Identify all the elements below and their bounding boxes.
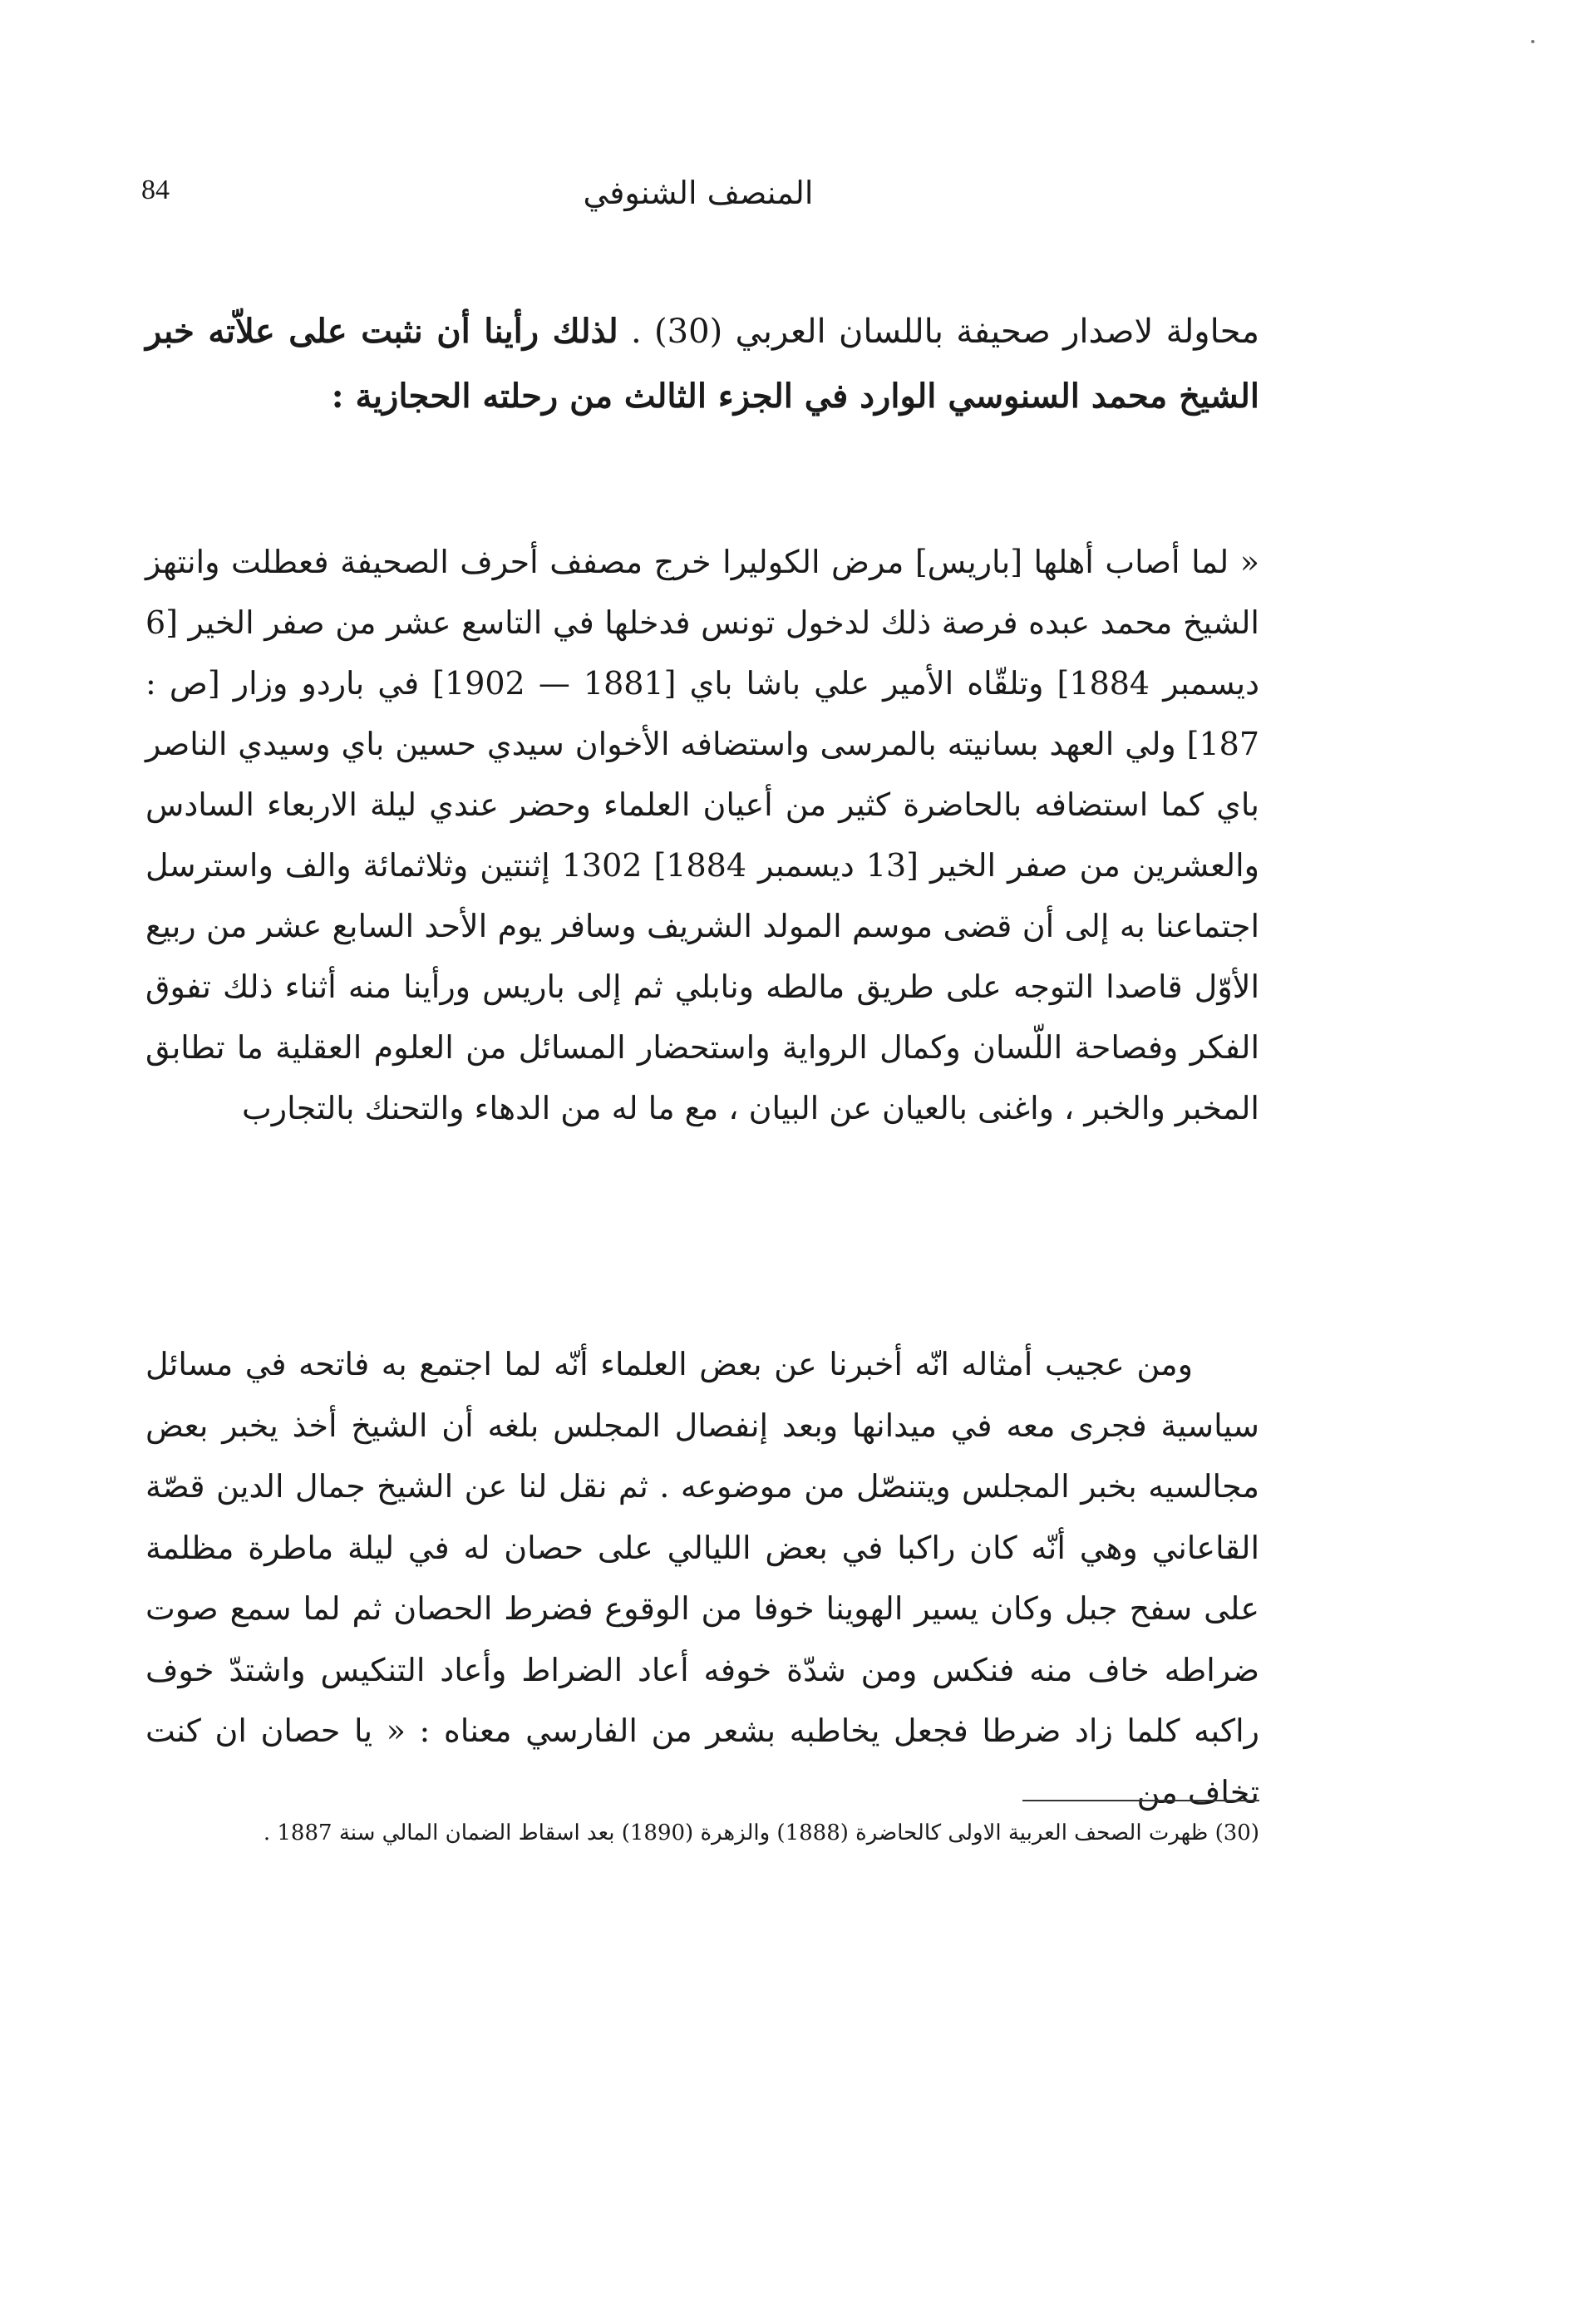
- page-header: [141, 175, 1255, 224]
- quoted-passage: « لما أصاب أهلها [باريس] مرض الكوليرا خرج مصفف أحرف الصحيفة فعطلت وانتهز الشيخ محمد عبده فرصة ذلك لدخول تونس فدخلها في التاسع عشر من صفر الخير [6 ديسمبر 1884] وتلقّاه الأمير علي باشا باي [1881 — 1902] في باردو وزار [ص : 187] ولي العهد بسانيته بالمرسى واستضافه الأخوان سيدي حسين باي وسيدي الناصر باي كما استضافه بالحاضرة كثير من أعيان العلماء وحضر عندي ليلة الاربعاء السادس والعشرين من صفر الخير [13 ديسمبر 1884] 1302 إثنتين وثلاثمائة والف واسترسل اجتماعنا به إلى أن قضى موسم المولد الشريف وسافر يوم الأحد السابع عشر من ربيع الأوّل قاصدا التوجه على طريق مالطه ونابلي ثم إلى باريس ورأينا منه أثناء ذلك تفوق الفكر وفصاحة اللّسان وكمال الرواية واستحضار المسائل من العلوم العقلية ما تطابق المخبر والخبر ، واغنى بالعيان عن البيان ، مع ما له من الدهاء والتحنك بالتجارب: [145, 544, 1260, 1126]
- body-paragraph: ومن عجيب أمثاله انّه أخبرنا عن بعض العلماء أنّه لما اجتمع به فاتحه في مسائل سياسية فجرى معه في ميدانها وبعد إنفصال المجلس بلغه أن الشيخ أخذ يخبر بعض مجالسيه بخبر المجلس ويتنصّل من موضوعه . ثم نقل لنا عن الشيخ جمال الدين قصّة القاعاني وهي أنّه كان راكبا في بعض الليالي على حصان له في ليلة ماطرة مظلمة على سفح جبل وكان يسير الهوينا خوفا من الوقوع فضرط الحصان ثم لما سمع صوت ضراطه خاف منه فنكس ومن شدّة خوفه أعاد الضراط وأعاد التنكيس واشتدّ خوف راكبه كلما زاد ضرطا فجعل يخاطبه بشعر من الفارسي معناه : « يا حصان ان كنت تخاف من: [145, 1346, 1259, 1811]
- footnote-30: (30) ظهرت الصحف العربية الاولى كالحاضرة (1888) والزهرة (1890) بعد اسقاط الضمان المالي سنة 1887 .: [263, 1821, 1259, 1845]
- footnote-separator: [1022, 1800, 1259, 1801]
- lead-bold-text: لذلك رأينا أن نثبت على علاّته خبر الشيخ محمد السنوسي الوارد في الجزء الثالث من رحلته الحجازية :: [145, 312, 1259, 416]
- lead-paragraph: [145, 299, 1259, 429]
- running-title: المنصف الشنوفي: [583, 175, 814, 211]
- page-number: 84: [141, 175, 170, 205]
- lead-plain-text: محاولة لاصدار صحيفة باللسان العربي (30) .: [618, 313, 1260, 351]
- scan-speck: [1531, 40, 1534, 43]
